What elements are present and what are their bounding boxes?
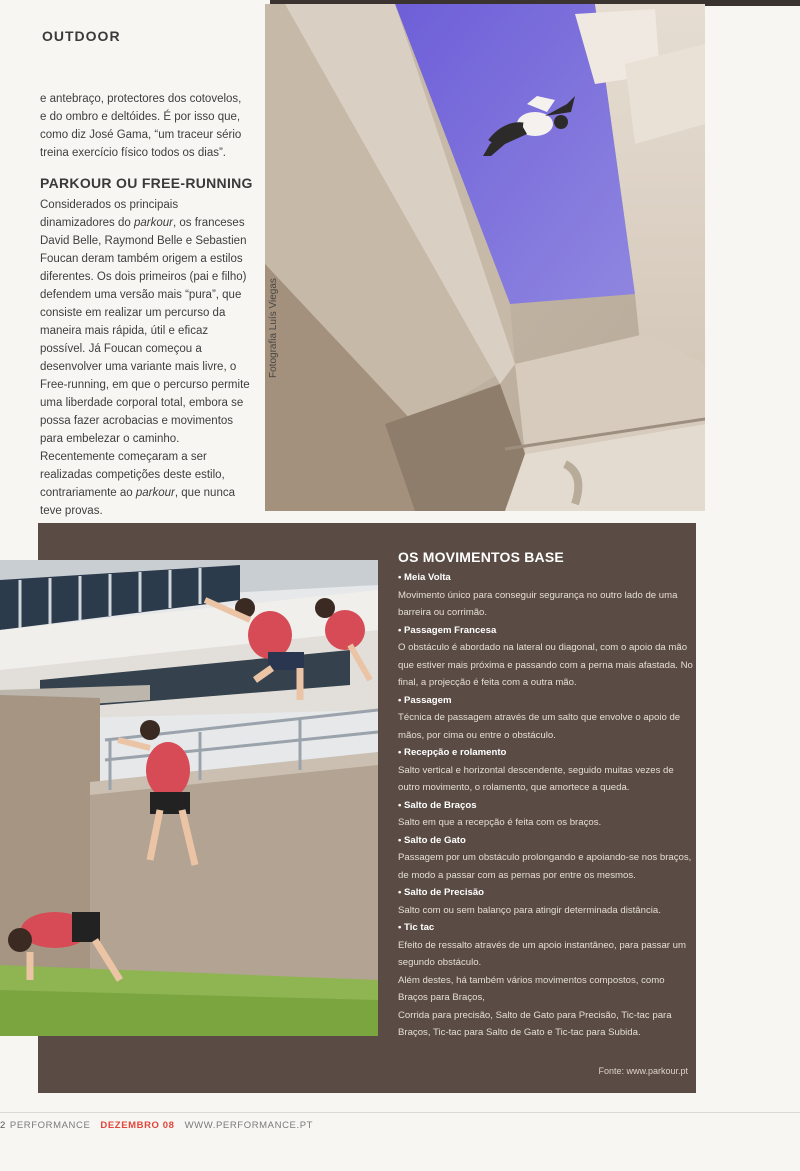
section-label: OUTDOOR <box>42 28 121 44</box>
compound-moves-list: Corrida para precisão, Salto de Gato para Precisão, Tic-tac para Braços, Tic-tac para Salto de Gato e Tic-tac para Subida. <box>398 1009 672 1038</box>
move-item <box>398 744 694 797</box>
page-footer <box>0 1120 313 1131</box>
source-note: Fonte: www.parkour.pt <box>598 1066 688 1076</box>
magazine-name: PERFORMANCE <box>9 1120 91 1131</box>
body-part-3: , que nunca teve provas. <box>40 487 235 517</box>
move-name: • Passagem <box>398 692 694 710</box>
footer-divider <box>0 1112 800 1113</box>
move-name: • Salto de Braços <box>398 797 694 815</box>
photo-credit-text: Fotografia Luís Viegas <box>268 278 279 378</box>
move-name: • Tic tac <box>398 919 694 937</box>
move-name: • Passagem Francesa <box>398 622 694 640</box>
move-description: O obstáculo é abordado na lateral ou diagonal, com o apoio da mão que estiver mais próxima e passando com a perna mais afastada. No final, a projecção é feita com a outra mão. <box>398 642 693 688</box>
website: WWW.PERFORMANCE.PT <box>184 1120 314 1131</box>
move-item <box>398 797 694 832</box>
page-number: 2 <box>0 1120 6 1131</box>
move-item <box>398 884 694 919</box>
photo-credit <box>268 258 288 378</box>
move-description: Passagem por um obstáculo prolongando e apoiando-se nos braços, de modo a passar com as pernas por entre os mesmos. <box>398 852 692 881</box>
movements-list <box>398 569 694 1042</box>
move-name: • Salto de Precisão <box>398 884 694 902</box>
building-jump-photo <box>265 4 705 511</box>
move-item <box>398 919 694 972</box>
body-part-2: , os franceses David Belle, Raymond Belle e Sebastien Foucan deram também origem a estilos diferentes. Os dois primeiros (pai e filho) defendem uma versão mais “pura”, que consiste em realizar um percurso da maneira mais rápida, útil e eficaz possível. Já Foucan começou a desenvolver uma variante mais livre, o Free-running, em que o percurso permite uma liberdade corporal total, embora se possa fazer acrobacias e movimentos para embelezar o caminho. Recentemente começaram a ser realizadas competições deste estilo, contrariamente ao <box>40 217 250 499</box>
move-item <box>398 832 694 885</box>
move-description: Técnica de passagem através de um salto que envolve o apoio de mãos, por cima ou entre o obstáculo. <box>398 712 681 741</box>
move-item <box>398 692 694 745</box>
group-jump-illustration <box>0 560 378 1036</box>
move-description: Salto vertical e horizontal descendente, seguido muitas vezes de outro movimento, o rolamento, que amortece a queda. <box>398 764 674 793</box>
move-description: Movimento único para conseguir segurança no outro lado de uma barreira ou corrimão. <box>398 589 678 618</box>
move-description: Salto com ou sem balanço para atingir determinada distância. <box>398 904 661 916</box>
compound-moves-intro: Além destes, há também vários movimentos compostos, como Braços para Braços, <box>398 974 665 1003</box>
intro-paragraph: e antebraço, protectores dos cotovelos, e do ombro e deltóides. É por isso que, como diz José Gama, “um traceur sério treina exercício físico todos os dias”. <box>40 93 242 159</box>
group-jump-photo <box>0 560 378 1036</box>
move-item <box>398 569 694 622</box>
article-heading: PARKOUR OU FREE-RUNNING <box>40 175 253 191</box>
body-part-1: Considerados os principais dinamizadores do <box>40 199 179 229</box>
move-description: Salto em que a recepção é feita com os braços. <box>398 817 602 828</box>
building-jump-illustration <box>265 4 705 511</box>
move-name: • Recepção e rolamento <box>398 744 694 762</box>
move-name: • Salto de Gato <box>398 832 694 850</box>
issue-month: DEZEMBRO 08 <box>100 1120 175 1131</box>
body-emphasis-2: parkour <box>135 487 175 499</box>
article-body <box>40 196 250 520</box>
move-name: • Meia Volta <box>398 569 694 587</box>
body-emphasis-1: parkour <box>133 217 173 229</box>
move-item <box>398 622 694 692</box>
move-description: Efeito de ressalto através de um apoio instantâneo, para passar um segundo obstáculo. <box>398 939 686 968</box>
movements-title: OS MOVIMENTOS BASE <box>398 549 564 565</box>
